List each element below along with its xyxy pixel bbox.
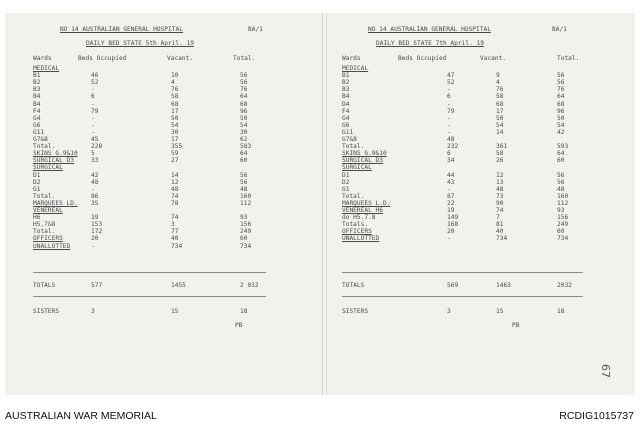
beds-occupied-value: 86 bbox=[91, 192, 99, 200]
vacant-value: 74 bbox=[171, 192, 179, 200]
ward-name: D1 bbox=[33, 171, 41, 179]
ward-name: G6 bbox=[342, 121, 350, 129]
total-value: 56 bbox=[557, 72, 565, 80]
totals-label: TOTALS bbox=[342, 282, 365, 289]
vacant-value: 50 bbox=[171, 114, 179, 122]
sisters-label: SISTERS bbox=[33, 308, 60, 315]
vacant-value: 14 bbox=[496, 128, 504, 136]
ward-name: B4 bbox=[33, 100, 41, 108]
vacant-value: 73 bbox=[496, 192, 504, 200]
beds-occupied-value: 48 bbox=[91, 178, 99, 186]
beds-occupied-value: - bbox=[447, 128, 451, 136]
vacant-value: 48 bbox=[171, 185, 179, 193]
ward-name: B1 bbox=[342, 72, 350, 80]
vacant-value: 9 bbox=[496, 72, 500, 80]
total-value: 54 bbox=[240, 121, 248, 129]
side-page-number: 67 bbox=[599, 364, 612, 378]
ward-name: UNALLOTTED bbox=[342, 235, 380, 243]
vacant-value: 27 bbox=[171, 157, 179, 165]
ward-name: B4 bbox=[33, 93, 41, 101]
beds-occupied-value: - bbox=[447, 114, 451, 122]
page-fold-shadow bbox=[326, 13, 327, 395]
vacant-value: 74 bbox=[496, 207, 504, 214]
beds-occupied-value: 43 bbox=[447, 178, 455, 186]
vacant-value: 54 bbox=[496, 121, 504, 129]
beds-occupied-value: - bbox=[447, 235, 451, 243]
ward-name: B4 bbox=[342, 93, 350, 101]
ward-name: SKINS G.9&10 bbox=[33, 150, 78, 158]
totals-separator-top bbox=[342, 272, 583, 273]
total-value: 60 bbox=[240, 235, 248, 243]
column-header-total: Total. bbox=[557, 55, 580, 62]
ward-name: SURGICAL bbox=[33, 164, 63, 172]
vacant-value: 12 bbox=[171, 178, 179, 186]
total-value: 56 bbox=[557, 171, 565, 179]
bed-state-date: DAILY BED STATE 7th April. 19 bbox=[376, 40, 485, 47]
total-value: 156 bbox=[557, 214, 569, 222]
total-value: 583 bbox=[240, 143, 252, 151]
beds-occupied-value: - bbox=[447, 185, 451, 193]
beds-occupied-value: - bbox=[91, 100, 95, 108]
beds-occupied-value: 153 bbox=[91, 221, 103, 229]
vacant-value: 58 bbox=[496, 93, 504, 101]
vacant-value: 734 bbox=[171, 242, 183, 250]
beds-occupied-value: 45 bbox=[91, 136, 99, 143]
ward-name: B3 bbox=[342, 86, 350, 94]
beds-occupied-value: 46 bbox=[91, 72, 99, 80]
ward-name: D4 bbox=[342, 100, 350, 108]
total-value: 112 bbox=[240, 199, 252, 207]
ward-name: SKINS G.9&10 bbox=[342, 150, 387, 158]
total-value: 56 bbox=[557, 79, 565, 87]
ward-name: G7&8 bbox=[33, 136, 48, 143]
beds-occupied-value: 232 bbox=[447, 143, 459, 151]
total-value: 62 bbox=[240, 136, 248, 143]
ward-name: MARQUEES L.D. bbox=[342, 199, 391, 207]
total-value: 64 bbox=[240, 93, 248, 101]
beds-occupied-value: 6 bbox=[447, 150, 451, 158]
beds-occupied-value: 20 bbox=[91, 235, 99, 243]
vacant-value: 81 bbox=[496, 221, 504, 229]
beds-occupied-value: - bbox=[447, 86, 451, 94]
beds-occupied-value: 20 bbox=[447, 228, 455, 236]
column-header-wards: Wards bbox=[342, 55, 361, 62]
column-header-vacant: Vacant. bbox=[480, 55, 507, 62]
sisters-total: 18 bbox=[240, 308, 248, 315]
vacant-value: 4 bbox=[496, 79, 500, 87]
vacant-value: 13 bbox=[496, 178, 504, 186]
sisters-beds-occupied: 3 bbox=[447, 308, 451, 315]
vacant-value: 68 bbox=[496, 100, 504, 108]
initials-mark: PB bbox=[235, 322, 243, 329]
ward-name: G1 bbox=[33, 185, 41, 193]
hospital-title: NO 14 AUSTRALIAN GENERAL HOSPITAL bbox=[368, 26, 491, 33]
vacant-value: 78 bbox=[171, 199, 179, 207]
vacant-value: 58 bbox=[496, 150, 504, 158]
vacant-value: 355 bbox=[171, 143, 183, 151]
total-value: 60 bbox=[240, 157, 248, 165]
total-value: 96 bbox=[557, 107, 565, 115]
total-value: 160 bbox=[240, 192, 252, 200]
ward-name: MEDICAL bbox=[342, 65, 369, 72]
vacant-value: 59 bbox=[171, 150, 179, 158]
ward-name: F4 bbox=[33, 107, 41, 115]
ward-name: Total. bbox=[342, 143, 365, 151]
ward-name: D2 bbox=[33, 178, 41, 186]
vacant-value: 7 bbox=[496, 214, 500, 222]
ward-name: SURGICAL bbox=[342, 164, 372, 172]
ward-name: Total. bbox=[342, 192, 365, 200]
total-value: 249 bbox=[240, 228, 252, 236]
beds-occupied-value: 42 bbox=[91, 171, 99, 179]
vacant-value: 48 bbox=[496, 185, 504, 193]
vacant-value: 17 bbox=[171, 136, 179, 143]
total-value: 48 bbox=[240, 185, 248, 193]
total-value: 60 bbox=[557, 157, 565, 165]
totals-vacant: 1455 bbox=[171, 282, 186, 289]
ward-name: SURGICAL D3 bbox=[33, 157, 74, 165]
vacant-value: 40 bbox=[496, 228, 504, 236]
document-sheet bbox=[5, 13, 635, 395]
ward-name: G1 bbox=[342, 185, 350, 193]
total-value: 734 bbox=[240, 242, 252, 250]
total-value: 156 bbox=[240, 221, 252, 229]
total-value: 734 bbox=[557, 235, 569, 243]
form-reference: BA/1 bbox=[552, 26, 567, 33]
total-value: 68 bbox=[557, 100, 565, 108]
ward-name: Total. bbox=[33, 228, 56, 236]
total-value: 64 bbox=[240, 150, 248, 158]
totals-total: 2 032 bbox=[240, 282, 259, 289]
beds-occupied-value: 19 bbox=[91, 214, 99, 222]
column-header-beds-occupied: Beds Occupied bbox=[78, 55, 127, 62]
total-value: 160 bbox=[557, 192, 569, 200]
totals-separator-bottom bbox=[342, 296, 583, 297]
beds-occupied-value: 172 bbox=[91, 228, 103, 236]
initials-mark: PB bbox=[512, 322, 520, 329]
sisters-vacant: 15 bbox=[171, 308, 179, 315]
vacant-value: 14 bbox=[171, 171, 179, 179]
beds-occupied-value: - bbox=[91, 114, 95, 122]
vacant-value: 50 bbox=[496, 114, 504, 122]
ward-name: OFFICERS bbox=[33, 235, 63, 243]
ward-name: D2 bbox=[342, 178, 350, 186]
beds-occupied-value: - bbox=[91, 86, 95, 94]
beds-occupied-value: 6 bbox=[447, 93, 451, 101]
vacant-value: 40 bbox=[171, 235, 179, 243]
totals-beds-occupied: 577 bbox=[91, 282, 103, 289]
total-value: 56 bbox=[240, 79, 248, 87]
beds-occupied-value: 79 bbox=[447, 107, 455, 115]
beds-occupied-value: - bbox=[91, 121, 95, 129]
beds-occupied-value: 228 bbox=[91, 143, 103, 151]
beds-occupied-value: - bbox=[447, 100, 451, 108]
beds-occupied-value: 6 bbox=[91, 93, 95, 101]
total-value: 50 bbox=[240, 114, 248, 122]
beds-occupied-value: 35 bbox=[91, 199, 99, 207]
vacant-value: 10 bbox=[171, 72, 179, 80]
column-header-beds-occupied: Beds Occupied bbox=[398, 55, 447, 62]
column-header-total: Total. bbox=[233, 55, 256, 62]
totals-vacant: 1463 bbox=[496, 282, 511, 289]
ward-name: G4 bbox=[33, 114, 41, 122]
beds-occupied-value: 5 bbox=[91, 150, 95, 158]
vacant-value: 74 bbox=[171, 214, 179, 222]
vacant-value: 30 bbox=[171, 128, 179, 136]
sisters-total: 18 bbox=[557, 308, 565, 315]
total-value: 96 bbox=[240, 107, 248, 115]
bed-state-date: DAILY BED STATE 5th April. 19 bbox=[86, 40, 195, 47]
sisters-beds-occupied: 3 bbox=[91, 308, 95, 315]
total-value: 593 bbox=[557, 143, 569, 151]
vacant-value: 58 bbox=[171, 93, 179, 101]
ward-name: do H5.7.8 bbox=[342, 214, 376, 222]
archive-credit: AUSTRALIAN WAR MEMORIAL bbox=[5, 410, 157, 422]
ward-name: B2 bbox=[33, 79, 41, 87]
vacant-value: 26 bbox=[496, 157, 504, 165]
total-value: 56 bbox=[240, 72, 248, 80]
ward-name: G7&8 bbox=[342, 136, 357, 143]
beds-occupied-value: 22 bbox=[447, 199, 455, 207]
beds-occupied-value: - bbox=[447, 121, 451, 129]
hospital-title: NO 14 AUSTRALIAN GENERAL HOSPITAL bbox=[60, 26, 183, 33]
ward-name: VENEREAL H6 bbox=[342, 207, 383, 214]
totals-total: 2032 bbox=[557, 282, 572, 289]
beds-occupied-value: 87 bbox=[447, 192, 455, 200]
total-value: 42 bbox=[557, 128, 565, 136]
ward-name: Total. bbox=[33, 192, 56, 200]
vacant-value: 17 bbox=[496, 107, 504, 115]
total-value: 64 bbox=[557, 93, 565, 101]
ward-name: G11 bbox=[33, 128, 45, 136]
sisters-label: SISTERS bbox=[342, 308, 369, 315]
beds-occupied-value: 48 bbox=[447, 136, 455, 143]
ward-name: UNALLOTTED bbox=[33, 242, 71, 250]
total-value: 56 bbox=[557, 178, 565, 186]
vacant-value: 4 bbox=[171, 79, 175, 87]
column-header-wards: Wards bbox=[33, 55, 52, 62]
ward-name: F4 bbox=[342, 107, 350, 115]
total-value: 56 bbox=[240, 178, 248, 186]
beds-occupied-value: - bbox=[91, 185, 95, 193]
vacant-value: 12 bbox=[496, 171, 504, 179]
vacant-value: 17 bbox=[171, 107, 179, 115]
total-value: 60 bbox=[557, 228, 565, 236]
totals-label: TOTALS bbox=[33, 282, 56, 289]
ward-name: B2 bbox=[342, 79, 350, 87]
sisters-vacant: 15 bbox=[496, 308, 504, 315]
ward-name: H6 bbox=[33, 214, 41, 222]
vacant-value: 3 bbox=[171, 221, 175, 229]
totals-separator-top bbox=[33, 272, 266, 273]
ward-name: H5,7&8 bbox=[33, 221, 56, 229]
total-value: 50 bbox=[557, 114, 565, 122]
form-reference: BA/1 bbox=[248, 26, 263, 33]
beds-occupied-value: - bbox=[91, 242, 95, 250]
total-value: 112 bbox=[557, 199, 569, 207]
ward-name: VENEREAL bbox=[33, 207, 63, 214]
ward-name: SURGICAL D3 bbox=[342, 157, 383, 165]
beds-occupied-value: 52 bbox=[91, 79, 99, 87]
page-fold bbox=[322, 13, 323, 395]
beds-occupied-value: 168 bbox=[447, 221, 459, 229]
ward-name: Totals. bbox=[342, 221, 369, 229]
ward-name: MEDICAL bbox=[33, 65, 60, 72]
ward-name: G11 bbox=[342, 128, 354, 136]
ward-name: Total. bbox=[33, 143, 56, 151]
beds-occupied-value: 19 bbox=[447, 207, 455, 214]
totals-separator-bottom bbox=[33, 296, 266, 297]
beds-occupied-value: - bbox=[91, 128, 95, 136]
total-value: 76 bbox=[557, 86, 565, 94]
beds-occupied-value: 47 bbox=[447, 72, 455, 80]
ward-name: OFFICERS bbox=[342, 228, 372, 236]
total-value: 30 bbox=[240, 128, 248, 136]
beds-occupied-value: 33 bbox=[91, 157, 99, 165]
ward-name: G6 bbox=[33, 121, 41, 129]
vacant-value: 68 bbox=[171, 100, 179, 108]
beds-occupied-value: 52 bbox=[447, 79, 455, 87]
total-value: 93 bbox=[240, 214, 248, 222]
vacant-value: 361 bbox=[496, 143, 508, 151]
total-value: 48 bbox=[557, 185, 565, 193]
column-header-vacant: Vacant. bbox=[167, 55, 194, 62]
vacant-value: 734 bbox=[496, 235, 508, 243]
total-value: 54 bbox=[557, 121, 565, 129]
ward-name: B1 bbox=[33, 72, 41, 80]
vacant-value: 77 bbox=[171, 228, 179, 236]
total-value: 64 bbox=[557, 150, 565, 158]
totals-beds-occupied: 569 bbox=[447, 282, 459, 289]
total-value: 76 bbox=[240, 86, 248, 94]
archive-reference: RCDIG1015737 bbox=[559, 410, 634, 422]
beds-occupied-value: 34 bbox=[447, 157, 455, 165]
total-value: 93 bbox=[557, 207, 565, 214]
beds-occupied-value: 79 bbox=[91, 107, 99, 115]
beds-occupied-value: 149 bbox=[447, 214, 459, 222]
total-value: 68 bbox=[240, 100, 248, 108]
total-value: 249 bbox=[557, 221, 569, 229]
vacant-value: 54 bbox=[171, 121, 179, 129]
ward-name: B3 bbox=[33, 86, 41, 94]
ward-name: MARQUEES LD. bbox=[33, 199, 78, 207]
total-value: 56 bbox=[240, 171, 248, 179]
ward-name: D1 bbox=[342, 171, 350, 179]
vacant-value: 90 bbox=[496, 199, 504, 207]
vacant-value: 76 bbox=[171, 86, 179, 94]
beds-occupied-value: 44 bbox=[447, 171, 455, 179]
vacant-value: 76 bbox=[496, 86, 504, 94]
ward-name: G4 bbox=[342, 114, 350, 122]
